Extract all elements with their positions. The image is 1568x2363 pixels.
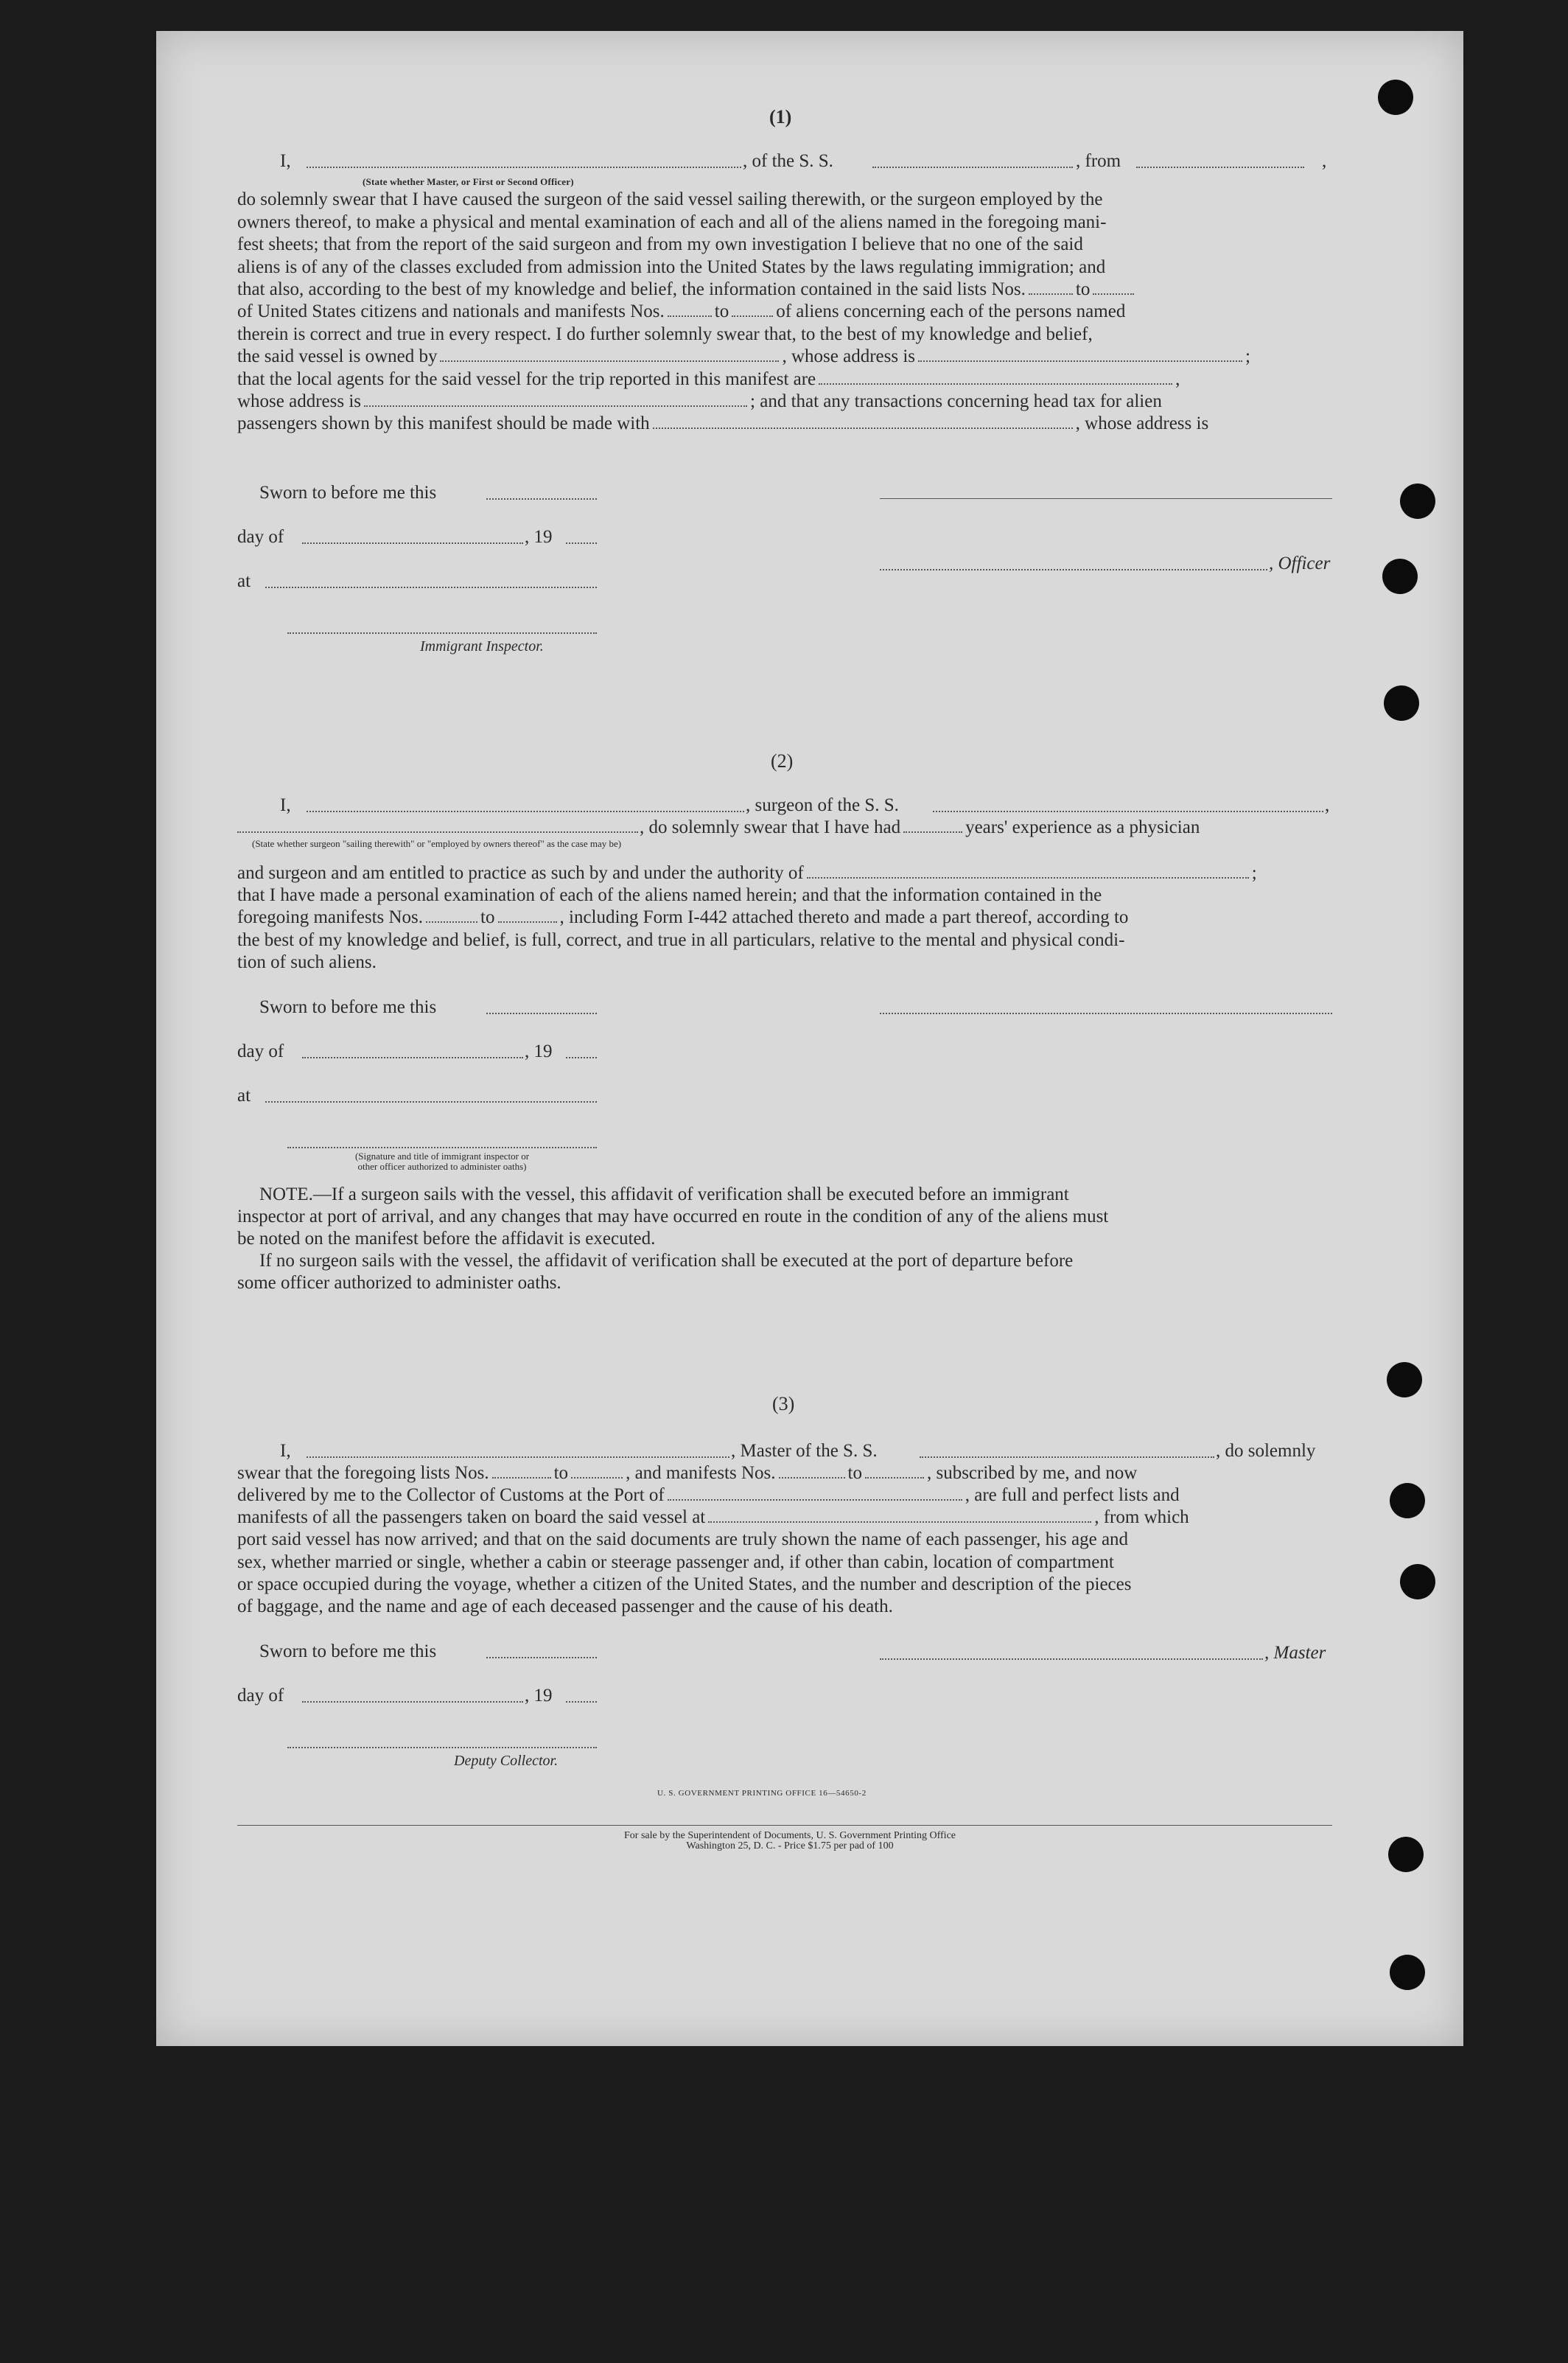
punch-hole: [1382, 559, 1418, 594]
s3-sworn: Sworn to before me this: [259, 1641, 437, 1661]
s2-ship-blank: [933, 811, 1323, 812]
s1-l3: fest sheets; that from the report of the said surgeon and from my own investigation I believe that no one of the said: [237, 234, 1083, 254]
s3-sworn-blank: [486, 1657, 597, 1658]
s3-collector: Deputy Collector.: [454, 1753, 559, 1769]
s2-nineteen: , 19: [525, 1041, 553, 1061]
section3-number: (3): [772, 1393, 795, 1414]
s1-l7: therein is correct and true in every respect. I do further solemnly swear that, to the best of my knowledge and belief,: [237, 324, 1093, 344]
s2-l2b: years' experience as a physician: [965, 817, 1200, 837]
s3-collector-line: [287, 1747, 597, 1748]
s3-l1b: , Master of the S. S.: [731, 1441, 878, 1461]
footer-rule: [237, 1825, 1332, 1826]
s2-l6: the best of my knowledge and belief, is full, correct, and true in all particulars, relative to the mental and physical condi-: [237, 930, 1125, 950]
s1-officer-sig-line: [880, 498, 1332, 499]
s1-inspector: Immigrant Inspector.: [420, 638, 544, 655]
s2-sig-caption: [287, 1151, 597, 1172]
s1-l6b: to: [714, 301, 729, 321]
s2-l5c: , including Form I-442 attached thereto and made a part thereof, according to: [559, 907, 1129, 927]
s2-note5: some officer authorized to administer oaths.: [237, 1273, 561, 1293]
s2-status-blank: [237, 831, 638, 833]
s2-sworn-blank: [486, 1013, 597, 1014]
s1-officer-sig: , Officer: [1269, 554, 1331, 573]
s3-l1c: , do solemnly: [1216, 1441, 1316, 1461]
s1-l11b: , whose address is: [1075, 413, 1209, 433]
s1-ship-name-blank: [872, 167, 1073, 168]
s2-note3: be noted on the manifest before the affidavit is executed.: [237, 1229, 656, 1249]
s1-l8a: the said vessel is owned by: [237, 346, 438, 366]
s1-l5a: that also, according to the best of my knowledge and belief, the information contained in the said lists Nos.: [237, 279, 1026, 299]
s1-l11a: passengers shown by this manifest should be made with: [237, 413, 650, 433]
s2-l2a: , do solemnly swear that I have had: [640, 817, 901, 837]
s2-sig-line: [880, 1013, 1332, 1014]
s3-l2c: , and manifests Nos.: [626, 1463, 776, 1483]
s2-l3a: and surgeon and am entitled to practice as such by and under the authority of: [237, 863, 804, 883]
s3-master-name-blank: [307, 1456, 729, 1458]
s1-l4: aliens is of any of the classes excluded from admission into the United States by the laws regulating immigration; and: [237, 256, 1106, 277]
s2-note4: If no surgeon sails with the vessel, the affidavit of verification shall be executed at the port of departure before: [259, 1251, 1074, 1271]
s2-l5b: to: [480, 907, 495, 927]
s2-l1c: ,: [1325, 795, 1330, 815]
punch-hole: [1387, 1362, 1422, 1397]
s3-paragraph: [237, 1529, 1337, 1596]
s1-sworn-blank: [486, 498, 597, 500]
s2-caption: (State whether surgeon "sailing therewith" or "employed by owners thereof" as the case may be): [252, 838, 622, 849]
s2-l3b: ;: [1251, 863, 1257, 883]
s3-l6: sex, whether married or single, whether a cabin or steerage passenger and, if other than cabin, location of compartment: [237, 1552, 1114, 1572]
punch-hole: [1400, 484, 1435, 519]
s2-sig-caption-2: other officer authorized to administer oaths): [357, 1161, 527, 1172]
s1-l10a: whose address is: [237, 391, 362, 411]
s3-ship-blank: [920, 1456, 1214, 1458]
s2-sig-caption-1: (Signature and title of immigrant inspector or: [354, 1151, 530, 1162]
s2-l4: that I have made a personal examination of each of the aliens named herein; and that the information contained in the: [237, 885, 1102, 905]
s2-surgeon-name-blank: [307, 811, 744, 812]
s2-day-of: day of: [237, 1041, 284, 1061]
s3-master-sig: , Master: [1264, 1643, 1326, 1663]
s1-l8b: , whose address is: [782, 346, 916, 366]
s2-note2: inspector at port of arrival, and any changes that may have occurred en route in the condition of any of the aliens must: [237, 1207, 1109, 1226]
s1-l6c: of aliens concerning each of the persons named: [776, 301, 1126, 321]
s2-inspector-line: [287, 1147, 597, 1148]
s3-l2d: to: [847, 1463, 862, 1483]
s1-nineteen: , 19: [525, 527, 553, 547]
s3-l3b: , are full and perfect lists and: [965, 1485, 1180, 1505]
s1-officer-caption: (State whether Master, or First or Second Officer): [363, 176, 574, 187]
s1-inspector-line: [287, 632, 597, 634]
s2-sworn: Sworn to before me this: [259, 997, 437, 1017]
s3-l3a: delivered by me to the Collector of Customs at the Port of: [237, 1485, 665, 1505]
s1-l9b: ,: [1175, 369, 1180, 389]
s2-note: [237, 1184, 1337, 1207]
s3-day-of: day of: [237, 1686, 284, 1706]
s1-l10b: ; and that any transactions concerning head tax for alien: [750, 391, 1162, 411]
s1-line1-from: , from: [1076, 151, 1121, 171]
punch-hole: [1400, 1564, 1435, 1599]
s1-l6a: of United States citizens and nationals and manifests Nos.: [237, 301, 665, 321]
section2-number: (2): [771, 750, 794, 772]
punch-hole: [1388, 1837, 1424, 1872]
sale-notice-2: Washington 25, D. C. - Price $1.75 per pad of 100: [686, 1840, 894, 1851]
s2-day-blank: [302, 1057, 523, 1058]
s3-nineteen: , 19: [525, 1686, 553, 1706]
s3-l1a: I,: [280, 1441, 291, 1461]
s1-from-blank: [1136, 167, 1304, 168]
sale-notice: [480, 1831, 1099, 1851]
gpo-line: U. S. GOVERNMENT PRINTING OFFICE 16—54650-2: [657, 1789, 867, 1798]
s1-sworn: Sworn to before me this: [259, 483, 437, 503]
s3-l2e: , subscribed by me, and now: [926, 1463, 1138, 1483]
s1-line1-ofss: , of the S. S.: [743, 151, 833, 171]
s3-l4b: , from which: [1094, 1507, 1189, 1527]
s1-day-blank: [302, 542, 523, 544]
s1-at: at: [237, 571, 251, 591]
s2-at-blank: [265, 1101, 597, 1103]
s3-l4a: manifests of all the passengers taken on board the said vessel at: [237, 1507, 706, 1527]
s3-l8: of baggage, and the name and age of each deceased passenger and the cause of his death.: [237, 1596, 893, 1616]
s1-line1-comma: ,: [1322, 151, 1327, 171]
s1-l2: owners thereof, to make a physical and mental examination of each and all of the aliens named in the foregoing mani-: [237, 212, 1107, 232]
s1-l8c: ;: [1245, 346, 1250, 366]
s3-day-blank: [302, 1701, 523, 1703]
s1-day-of: day of: [237, 527, 284, 547]
s2-l1b: , surgeon of the S. S.: [746, 795, 899, 815]
s1-l1: do solemnly swear that I have caused the surgeon of the said vessel sailing therewith, or the surgeon employed by the: [237, 189, 1103, 209]
sale-notice-1: For sale by the Superintendent of Documents, U. S. Government Printing Office: [624, 1830, 956, 1841]
s1-year-blank: [566, 542, 597, 544]
s1-l9a: that the local agents for the said vessel for the trip reported in this manifest are: [237, 369, 816, 389]
page-number: (1): [769, 106, 792, 128]
s1-paragraph: [237, 189, 1337, 279]
punch-hole: [1384, 685, 1419, 721]
s2-l7: tion of such aliens.: [237, 952, 377, 972]
s3-master-sig-line: [880, 1658, 1263, 1660]
s2-l1a: I,: [280, 795, 291, 815]
s3-year-blank: [566, 1701, 597, 1703]
s3-l2a: swear that the foregoing lists Nos.: [237, 1463, 489, 1483]
s1-officer-blank: [880, 569, 1267, 570]
punch-hole: [1390, 1483, 1425, 1518]
s1-officer-name-blank: [307, 167, 741, 168]
punch-hole: [1378, 80, 1413, 115]
s3-l5: port said vessel has now arrived; and that on the said documents are truly shown the name of each passenger, his age and: [237, 1529, 1129, 1549]
s1-line1-i: I,: [280, 151, 291, 171]
s2-at: at: [237, 1086, 251, 1106]
s2-year-blank: [566, 1057, 597, 1058]
s3-l7: or space occupied during the voyage, whether a citizen of the United States, and the number and description of the pieces: [237, 1574, 1132, 1594]
s3-l2b: to: [553, 1463, 569, 1483]
s2-l5a: foregoing manifests Nos.: [237, 907, 424, 927]
s1-at-blank: [265, 587, 597, 588]
s1-l5b: to: [1075, 279, 1091, 299]
punch-hole: [1390, 1955, 1425, 1990]
form-page: [156, 31, 1463, 2046]
s2-note1: NOTE.—If a surgeon sails with the vessel, this affidavit of verification shall be executed before an immigrant: [259, 1184, 1069, 1204]
